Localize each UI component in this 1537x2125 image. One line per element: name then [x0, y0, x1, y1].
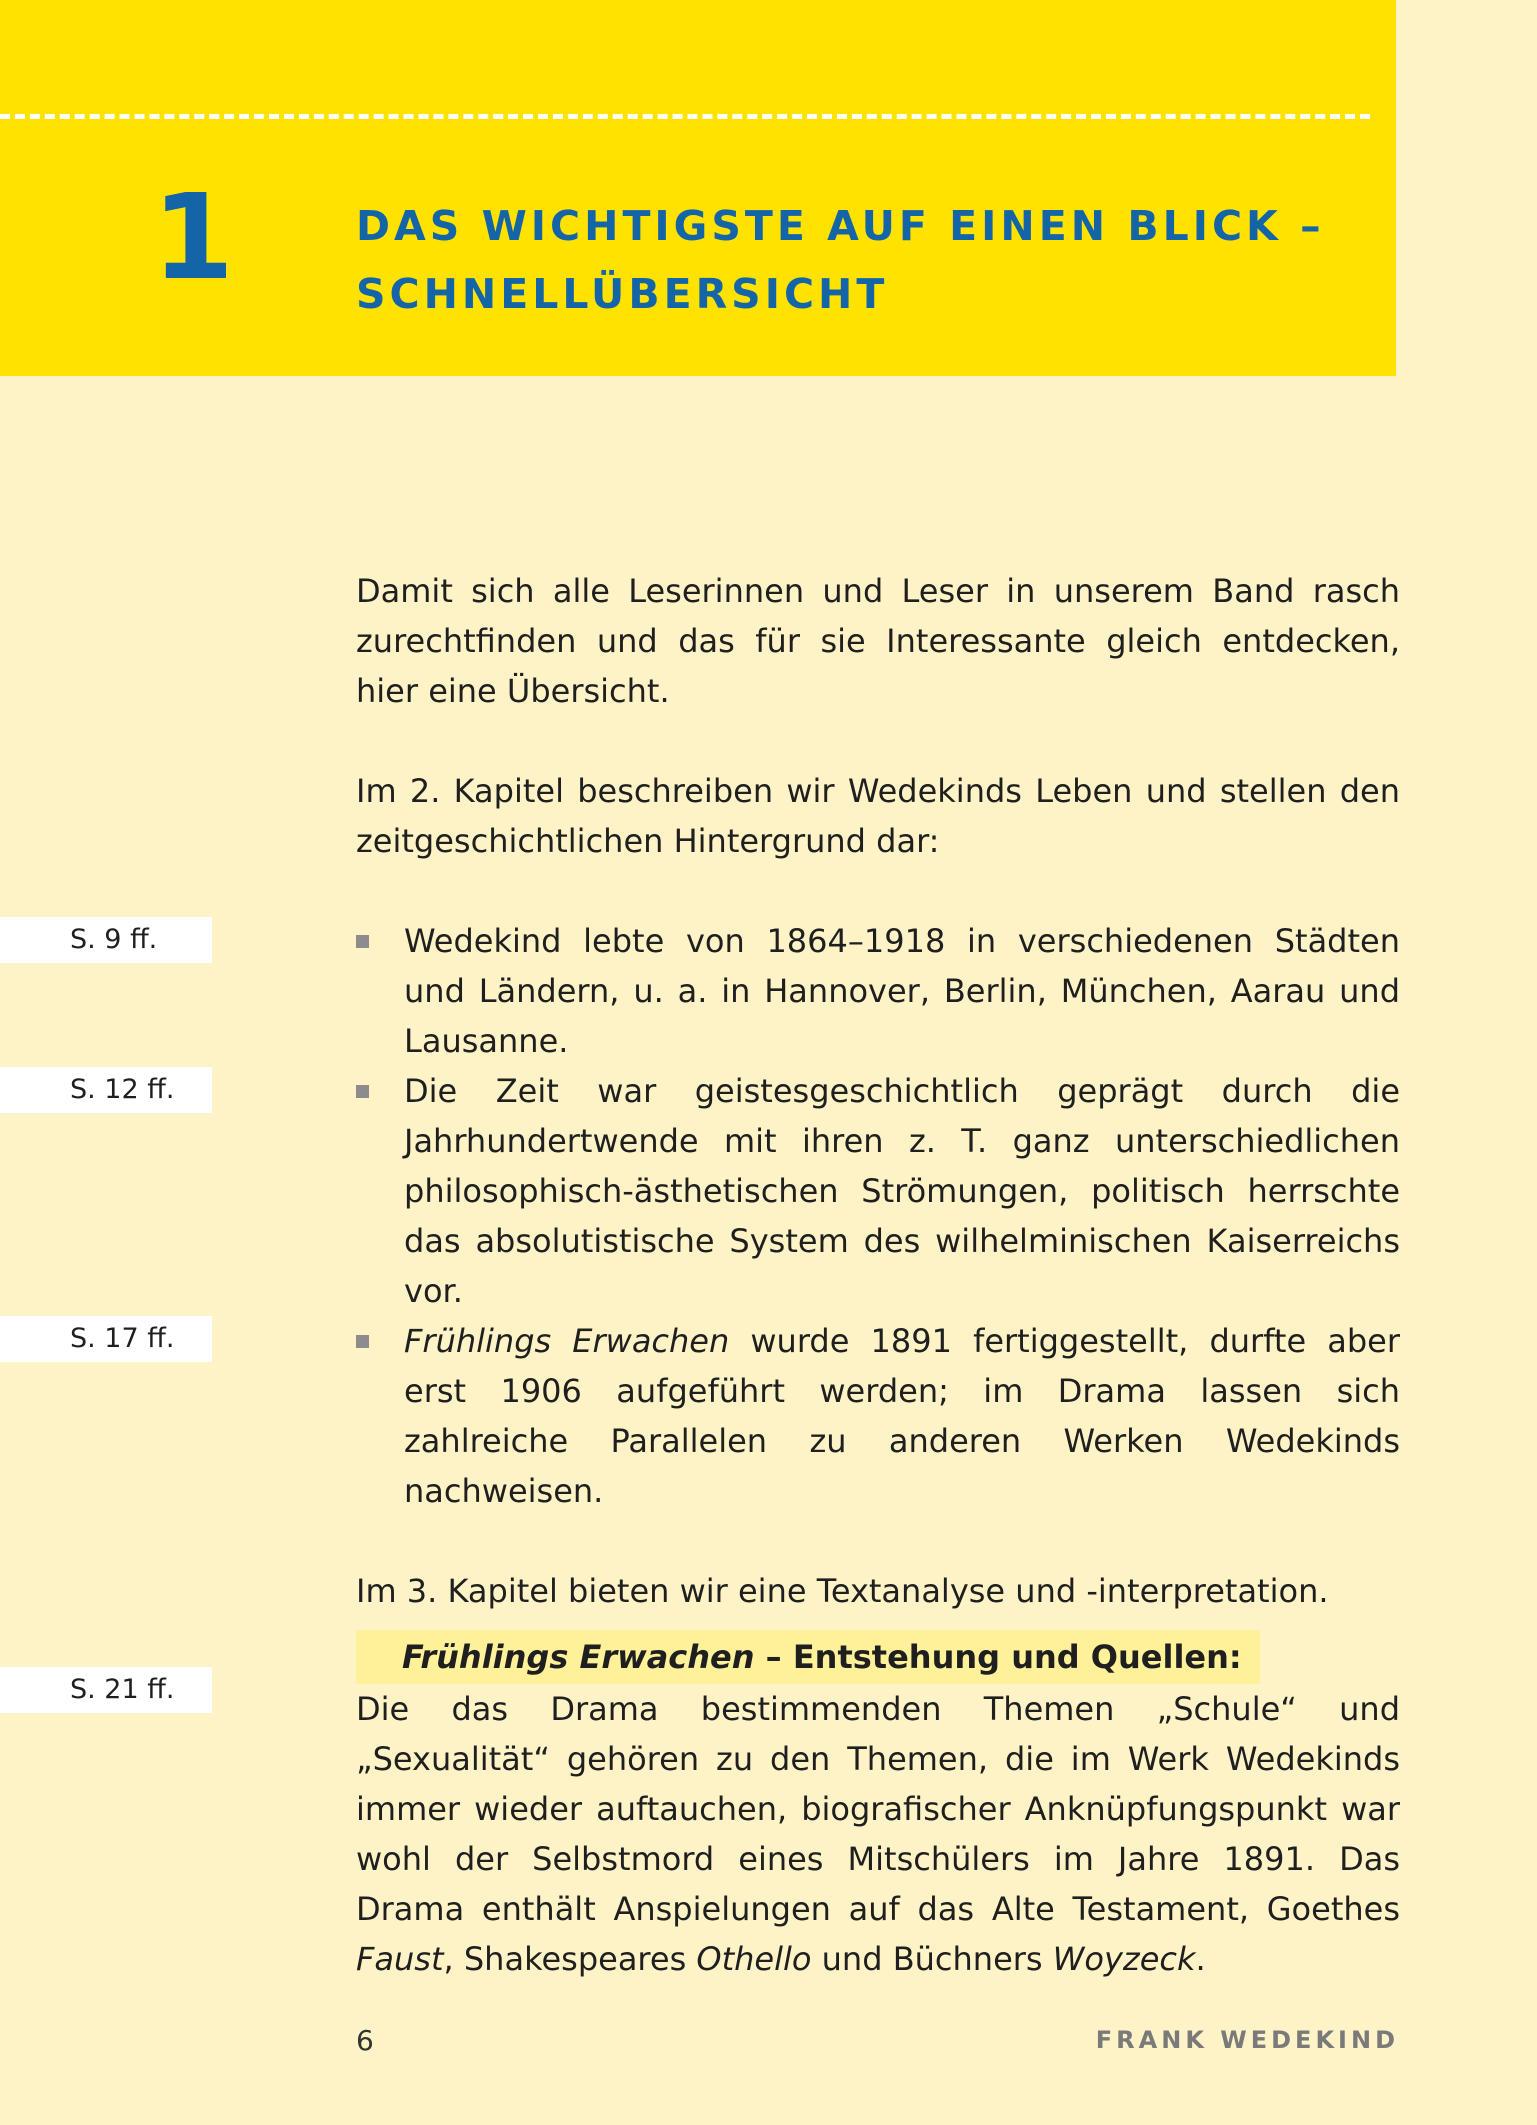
square-bullet-icon	[356, 935, 369, 948]
square-bullet-icon	[356, 1085, 369, 1098]
margin-page-ref: S. 21 ff.	[0, 1667, 212, 1713]
bullet-text: Wedekind lebte von 1864–1918 in verschiedenen Städten und Ländern, u. a. in Hannover, Berlin, München, Aarau und Lausanne.	[404, 922, 1400, 1060]
section-text: .	[1195, 1940, 1206, 1978]
section-heading-work-title: Frühlings Erwachen	[402, 1638, 755, 1676]
chapter2-intro: Im 2. Kapitel beschreiben wir Wedekinds Leben und stellen den zeitgeschichtlichen Hintergrund dar:	[356, 772, 1400, 860]
section-heading	[356, 1630, 1260, 1684]
section-text: Die das Drama bestimmenden Themen „Schule“ und „Sexualität“ gehören zu den Themen, die im Werk Wedekinds immer wieder auftauchen, biografischer Anknüpfungspunkt war wohl der Selbstmord eines Mitschülers im Jahre 1891. Das Drama enthält Anspielungen auf das Alte Testament, Goethes	[356, 1690, 1400, 1928]
dashed-divider	[0, 114, 1370, 119]
work-title: Frühlings Erwachen	[404, 1322, 730, 1360]
chapter-title-line1: DAS WICHTIGSTE AUF EINEN BLICK –	[356, 202, 1325, 250]
section-heading-rest: – Entstehung und Quellen:	[754, 1638, 1242, 1676]
section-text: und Büchners	[811, 1940, 1053, 1978]
work-title-othello: Othello	[696, 1940, 812, 1978]
section-paragraph	[356, 1684, 1400, 1984]
work-title-faust: Faust	[356, 1940, 444, 1978]
margin-page-ref: S. 12 ff.	[0, 1067, 212, 1113]
bullet-text: wurde 1891 fertiggestellt, durfte aber erst 1906 aufgeführt werden; im Drama lassen sich zahlreiche Parallelen zu anderen Werken Wedekinds nachweisen.	[404, 1322, 1401, 1510]
work-title-woyzeck: Woyzeck	[1052, 1940, 1196, 1978]
intro-paragraph: Damit sich alle Leserinnen und Leser in unserem Band rasch zurechtfinden und das für sie Interessante gleich entdecken, hier eine Übersicht.	[356, 572, 1400, 710]
bullet-text: Die Zeit war geistesgeschichtlich geprägt durch die Jahrhundertwende mit ihren z. T. ganz unterschiedlichen philosophisch-ästhetischen Strömungen, politisch herrschte das absolutistische System des wilhelminischen Kaiserreichs vor.	[404, 1072, 1400, 1310]
chapter-number: 1	[151, 168, 235, 306]
margin-page-ref: S. 17 ff.	[0, 1316, 212, 1362]
chapter3-intro: Im 3. Kapitel bieten wir eine Textanalyse und -interpretation.	[356, 1572, 1329, 1610]
list-item	[356, 916, 1400, 1066]
running-footer-author: FRANK WEDEKIND	[1095, 2026, 1399, 2054]
chapter-title	[356, 192, 1356, 328]
margin-page-ref: S. 9 ff.	[0, 917, 212, 963]
list-item	[356, 1066, 1400, 1316]
list-item	[356, 1316, 1400, 1516]
bullet-list	[356, 916, 1400, 1516]
page-number: 6	[356, 2024, 374, 2057]
chapter-header	[0, 0, 1396, 376]
main-content	[356, 566, 1400, 1984]
square-bullet-icon	[356, 1335, 369, 1348]
chapter-title-line2: SCHNELLÜBERSICHT	[356, 270, 889, 318]
section-text: , Shakespeares	[443, 1940, 697, 1978]
